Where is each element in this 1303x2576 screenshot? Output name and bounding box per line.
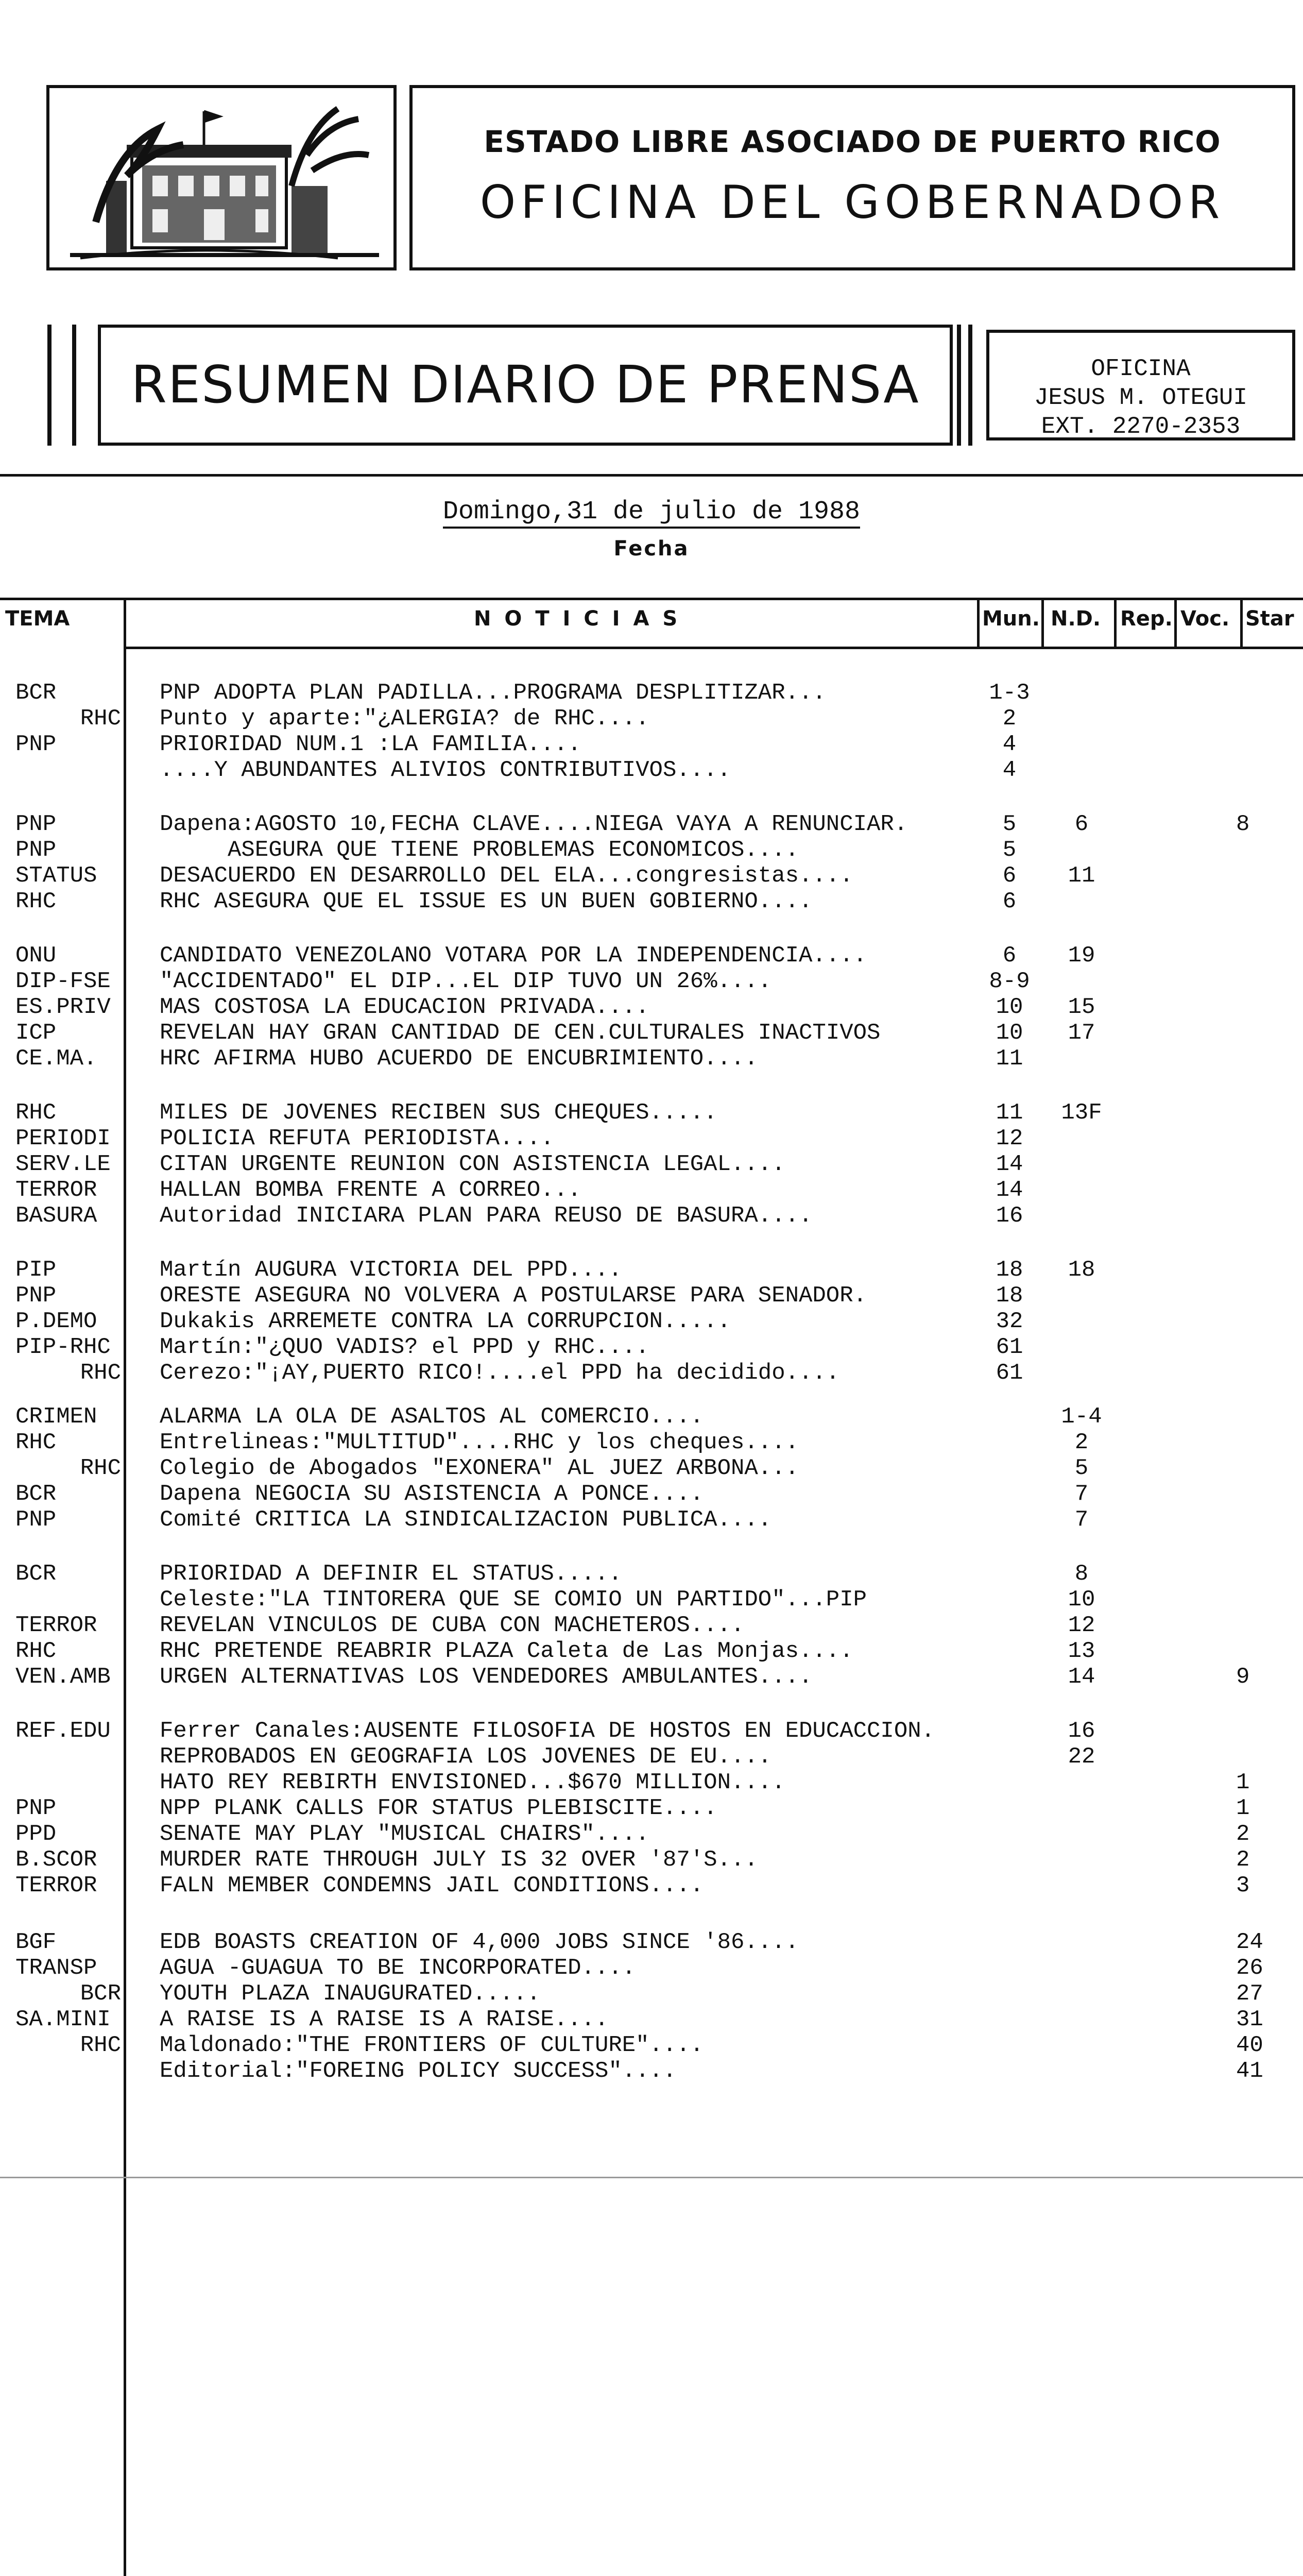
news-nuevo-dia-page: 15 bbox=[1068, 994, 1095, 1020]
news-topic: TERROR bbox=[15, 1177, 97, 1203]
news-topic: TERROR bbox=[15, 1873, 97, 1899]
news-star-page: 1 bbox=[1236, 1795, 1250, 1821]
news-headline: REPROBADOS EN GEOGRAFIA LOS JOVENES DE EU.... bbox=[160, 1744, 772, 1770]
news-row bbox=[0, 1664, 1303, 1690]
news-mundo-page: 11 bbox=[996, 1100, 1023, 1126]
news-topic: TERROR bbox=[15, 1613, 97, 1638]
news-headline: DESACUERDO EN DESARROLLO DEL ELA...congresistas.... bbox=[160, 863, 853, 889]
news-topic: SERV.LE bbox=[15, 1151, 111, 1177]
news-row bbox=[0, 732, 1303, 757]
news-mundo-page: 10 bbox=[996, 1020, 1023, 1046]
news-star-page: 27 bbox=[1236, 1981, 1263, 2007]
news-topic: PERIODI bbox=[15, 1126, 111, 1151]
news-star-page: 26 bbox=[1236, 1955, 1263, 1981]
news-nuevo-dia-page: 19 bbox=[1068, 943, 1095, 969]
news-headline: Entrelineas:"MULTITUD"....RHC y los cheques.... bbox=[160, 1430, 799, 1455]
news-row bbox=[0, 680, 1303, 706]
news-headline: Martín AUGURA VICTORIA DEL PPD.... bbox=[160, 1257, 622, 1283]
news-headline: PNP ADOPTA PLAN PADILLA...PROGRAMA DESPLITIZAR... bbox=[160, 680, 826, 706]
news-headline: Punto y aparte:"¿ALERGIA? de RHC.... bbox=[160, 706, 649, 732]
office-contact-name: JESUS M. OTEGUI bbox=[1034, 384, 1248, 411]
news-row bbox=[0, 1177, 1303, 1203]
news-headline: ALARMA LA OLA DE ASALTOS AL COMERCIO.... bbox=[160, 1404, 704, 1430]
news-row bbox=[0, 1257, 1303, 1283]
news-headline: ASEGURA QUE TIENE PROBLEMAS ECONOMICOS.... bbox=[160, 837, 799, 863]
agency-header bbox=[409, 85, 1295, 270]
news-headline: MILES DE JOVENES RECIBEN SUS CHEQUES..... bbox=[160, 1100, 717, 1126]
news-headline: CANDIDATO VENEZOLANO VOTARA POR LA INDEPENDENCIA.... bbox=[160, 943, 867, 969]
news-topic: PNP bbox=[15, 732, 57, 757]
news-nuevo-dia-page: 10 bbox=[1068, 1587, 1095, 1613]
news-headline: HALLAN BOMBA FRENTE A CORREO... bbox=[160, 1177, 581, 1203]
news-nuevo-dia-page: 1-4 bbox=[1061, 1404, 1102, 1430]
news-headline: Cerezo:"¡AY,PUERTO RICO!....el PPD ha decidido.... bbox=[160, 1360, 840, 1386]
news-headline: Maldonado:"THE FRONTIERS OF CULTURE".... bbox=[160, 2032, 704, 2058]
news-row bbox=[0, 811, 1303, 837]
news-topic: PNP bbox=[15, 1283, 57, 1309]
news-mundo-page: 6 bbox=[1002, 863, 1017, 889]
column-header-nd: N.D. bbox=[1051, 607, 1101, 631]
news-topic: P.DEMO bbox=[15, 1309, 97, 1334]
office-contact bbox=[986, 330, 1295, 440]
news-topic: RHC bbox=[80, 1455, 121, 1481]
news-mundo-page: 6 bbox=[1002, 943, 1017, 969]
la-fortaleza-logo bbox=[49, 88, 393, 267]
news-mundo-page: 12 bbox=[996, 1126, 1023, 1151]
news-row bbox=[0, 1100, 1303, 1126]
news-headline: MAS COSTOSA LA EDUCACION PRIVADA.... bbox=[160, 994, 649, 1020]
news-row bbox=[0, 969, 1303, 994]
news-topic: VEN.AMB bbox=[15, 1664, 111, 1690]
news-nuevo-dia-page: 13F bbox=[1061, 1100, 1102, 1126]
news-nuevo-dia-page: 7 bbox=[1074, 1481, 1089, 1507]
news-headline: ....Y ABUNDANTES ALIVIOS CONTRIBUTIVOS.... bbox=[160, 757, 731, 783]
border-bar bbox=[72, 325, 76, 446]
news-headline: REVELAN HAY GRAN CANTIDAD DE CEN.CULTURALES INACTIVOS bbox=[160, 1020, 881, 1046]
news-topic: RHC bbox=[15, 889, 57, 914]
border-bar bbox=[957, 325, 961, 446]
news-row bbox=[0, 943, 1303, 969]
news-row bbox=[0, 1283, 1303, 1309]
news-row bbox=[0, 1046, 1303, 1072]
news-topic: ICP bbox=[15, 1020, 57, 1046]
news-nuevo-dia-page: 2 bbox=[1074, 1430, 1089, 1455]
news-topic: BCR bbox=[80, 1981, 121, 2007]
news-headline: Celeste:"LA TINTORERA QUE SE COMIO UN PARTIDO"...PIP bbox=[160, 1587, 867, 1613]
news-headline: "ACCIDENTADO" EL DIP...EL DIP TUVO UN 26%.... bbox=[160, 969, 772, 994]
news-nuevo-dia-page: 7 bbox=[1074, 1507, 1089, 1533]
news-mundo-page: 18 bbox=[996, 1257, 1023, 1283]
news-headline: HATO REY REBIRTH ENVISIONED...$670 MILLION.... bbox=[160, 1770, 785, 1795]
news-row bbox=[0, 1404, 1303, 1430]
news-row bbox=[0, 1744, 1303, 1770]
news-headline: Dapena:AGOSTO 10,FECHA CLAVE....NIEGA VAYA A RENUNCIAR. bbox=[160, 811, 908, 837]
news-row bbox=[0, 1613, 1303, 1638]
column-header-rep: Rep. bbox=[1120, 607, 1173, 631]
news-row bbox=[0, 2058, 1303, 2084]
news-row bbox=[0, 1821, 1303, 1847]
news-headline: Editorial:"FOREING POLICY SUCCESS".... bbox=[160, 2058, 677, 2084]
news-headline: Dapena NEGOCIA SU ASISTENCIA A PONCE.... bbox=[160, 1481, 704, 1507]
footer-rule bbox=[0, 2177, 1303, 2178]
news-topic: PNP bbox=[15, 811, 57, 837]
news-headline: Ferrer Canales:AUSENTE FILOSOFIA DE HOSTOS EN EDUCACCION. bbox=[160, 1718, 935, 1744]
news-topic: CRIMEN bbox=[15, 1404, 97, 1430]
date-value: Domingo,31 de julio de 1988 bbox=[443, 497, 860, 529]
news-mundo-page: 2 bbox=[1002, 706, 1017, 732]
news-row bbox=[0, 863, 1303, 889]
news-headline: Dukakis ARREMETE CONTRA LA CORRUPCION..... bbox=[160, 1309, 731, 1334]
news-star-page: 31 bbox=[1236, 2007, 1263, 2032]
news-row bbox=[0, 1718, 1303, 1744]
news-headline: Comité CRITICA LA SINDICALIZACION PUBLICA.... bbox=[160, 1507, 772, 1533]
news-topic: ONU bbox=[15, 943, 57, 969]
news-topic: REF.EDU bbox=[15, 1718, 111, 1744]
column-header-tema: TEMA bbox=[5, 607, 70, 631]
table-header-rule bbox=[124, 647, 1303, 649]
news-row bbox=[0, 757, 1303, 783]
news-headline: SENATE MAY PLAY "MUSICAL CHAIRS".... bbox=[160, 1821, 649, 1847]
news-topic: PPD bbox=[15, 1821, 57, 1847]
news-headline: RHC PRETENDE REABRIR PLAZA Caleta de Las Monjas.... bbox=[160, 1638, 853, 1664]
column-header-mun: Mun. bbox=[982, 607, 1040, 631]
news-topic: BGF bbox=[15, 1929, 57, 1955]
news-topic: PNP bbox=[15, 837, 57, 863]
news-mundo-page: 14 bbox=[996, 1151, 1023, 1177]
news-row bbox=[0, 1561, 1303, 1587]
news-topic: BCR bbox=[15, 1561, 57, 1587]
news-topic: RHC bbox=[15, 1100, 57, 1126]
news-row bbox=[0, 1203, 1303, 1229]
news-row bbox=[0, 1638, 1303, 1664]
office-extension: EXT. 2270-2353 bbox=[1041, 413, 1241, 440]
column-header-star: Star bbox=[1245, 607, 1294, 631]
news-headline: Martín:"¿QUO VADIS? el PPD y RHC.... bbox=[160, 1334, 649, 1360]
news-nuevo-dia-page: 14 bbox=[1068, 1664, 1095, 1690]
news-nuevo-dia-page: 13 bbox=[1068, 1638, 1095, 1664]
news-headline: YOUTH PLAZA INAUGURATED..... bbox=[160, 1981, 541, 2007]
news-nuevo-dia-page: 12 bbox=[1068, 1613, 1095, 1638]
table-top-rule bbox=[0, 598, 1303, 600]
office-name: OFICINA DEL GOBERNADOR bbox=[479, 176, 1225, 229]
news-mundo-page: 4 bbox=[1002, 757, 1017, 783]
news-mundo-page: 61 bbox=[996, 1334, 1023, 1360]
news-topic: RHC bbox=[80, 706, 121, 732]
news-nuevo-dia-page: 5 bbox=[1074, 1455, 1089, 1481]
news-headline: EDB BOASTS CREATION OF 4,000 JOBS SINCE '86.... bbox=[160, 1929, 799, 1955]
news-headline: RHC ASEGURA QUE EL ISSUE ES UN BUEN GOBIERNO.... bbox=[160, 889, 813, 914]
news-mundo-page: 6 bbox=[1002, 889, 1017, 914]
news-nuevo-dia-page: 11 bbox=[1068, 863, 1095, 889]
news-nuevo-dia-page: 22 bbox=[1068, 1744, 1095, 1770]
news-star-page: 24 bbox=[1236, 1929, 1263, 1955]
page-title: RESUMEN DIARIO DE PRENSA bbox=[131, 354, 920, 415]
news-topic: RHC bbox=[80, 1360, 121, 1386]
news-topic: PIP bbox=[15, 1257, 57, 1283]
news-headline: PRIORIDAD NUM.1 :LA FAMILIA.... bbox=[160, 732, 581, 757]
news-mundo-page: 1-3 bbox=[989, 680, 1030, 706]
news-headline: MURDER RATE THROUGH JULY IS 32 OVER '87'S... bbox=[160, 1847, 758, 1873]
news-topic: BASURA bbox=[15, 1203, 97, 1229]
news-nuevo-dia-page: 16 bbox=[1068, 1718, 1095, 1744]
column-header-noticias: N O T I C I A S bbox=[474, 607, 681, 631]
news-mundo-page: 61 bbox=[996, 1360, 1023, 1386]
news-row bbox=[0, 1126, 1303, 1151]
news-topic: RHC bbox=[15, 1430, 57, 1455]
news-mundo-page: 8-9 bbox=[989, 969, 1030, 994]
news-row bbox=[0, 1020, 1303, 1046]
news-headline: A RAISE IS A RAISE IS A RAISE.... bbox=[160, 2007, 609, 2032]
news-headline: AGUA -GUAGUA TO BE INCORPORATED.... bbox=[160, 1955, 636, 1981]
news-star-page: 9 bbox=[1236, 1664, 1250, 1690]
news-mundo-page: 10 bbox=[996, 994, 1023, 1020]
news-mundo-page: 4 bbox=[1002, 732, 1017, 757]
news-topic: PNP bbox=[15, 1795, 57, 1821]
news-headline: REVELAN VINCULOS DE CUBA CON MACHETEROS.... bbox=[160, 1613, 745, 1638]
news-headline: Autoridad INICIARA PLAN PARA REUSO DE BASURA.... bbox=[160, 1203, 813, 1229]
column-rule-voc bbox=[1174, 598, 1177, 649]
news-row bbox=[0, 1334, 1303, 1360]
news-row bbox=[0, 1430, 1303, 1455]
news-topic: PNP bbox=[15, 1507, 57, 1533]
news-mundo-page: 16 bbox=[996, 1203, 1023, 1229]
news-mundo-page: 32 bbox=[996, 1309, 1023, 1334]
news-mundo-page: 18 bbox=[996, 1283, 1023, 1309]
news-topic: BCR bbox=[15, 1481, 57, 1507]
title-frame bbox=[98, 325, 953, 446]
news-topic: SA.MINI bbox=[15, 2007, 111, 2032]
news-star-page: 8 bbox=[1236, 811, 1250, 837]
date-line bbox=[0, 497, 1303, 527]
column-rule-nd bbox=[1041, 598, 1044, 649]
news-mundo-page: 5 bbox=[1002, 837, 1017, 863]
news-star-page: 41 bbox=[1236, 2058, 1263, 2084]
news-row bbox=[0, 1795, 1303, 1821]
news-headline: URGEN ALTERNATIVAS LOS VENDEDORES AMBULANTES.... bbox=[160, 1664, 813, 1690]
news-star-page: 2 bbox=[1236, 1847, 1250, 1873]
news-topic: PIP-RHC bbox=[15, 1334, 111, 1360]
news-nuevo-dia-page: 6 bbox=[1074, 811, 1089, 837]
news-row bbox=[0, 1929, 1303, 1955]
news-nuevo-dia-page: 8 bbox=[1074, 1561, 1089, 1587]
news-mundo-page: 11 bbox=[996, 1046, 1023, 1072]
news-topic: BCR bbox=[15, 680, 57, 706]
news-mundo-page: 5 bbox=[1002, 811, 1017, 837]
news-headline: CITAN URGENTE REUNION CON ASISTENCIA LEGAL.... bbox=[160, 1151, 785, 1177]
news-row bbox=[0, 1455, 1303, 1481]
news-star-page: 3 bbox=[1236, 1873, 1250, 1899]
news-star-page: 1 bbox=[1236, 1770, 1250, 1795]
news-nuevo-dia-page: 17 bbox=[1068, 1020, 1095, 1046]
news-row bbox=[0, 1507, 1303, 1533]
news-headline: NPP PLANK CALLS FOR STATUS PLEBISCITE.... bbox=[160, 1795, 717, 1821]
divider bbox=[0, 474, 1303, 477]
agency-name: ESTADO LIBRE ASOCIADO DE PUERTO RICO bbox=[484, 124, 1221, 159]
news-row bbox=[0, 1309, 1303, 1334]
news-headline: PRIORIDAD A DEFINIR EL STATUS..... bbox=[160, 1561, 622, 1587]
news-topic: ES.PRIV bbox=[15, 994, 111, 1020]
news-row bbox=[0, 1981, 1303, 2007]
news-topic: RHC bbox=[80, 2032, 121, 2058]
news-star-page: 2 bbox=[1236, 1821, 1250, 1847]
column-rule-star bbox=[1240, 598, 1243, 649]
news-row bbox=[0, 2007, 1303, 2032]
news-row bbox=[0, 1360, 1303, 1386]
column-rule-rep bbox=[1114, 598, 1117, 649]
news-topic: B.SCOR bbox=[15, 1847, 97, 1873]
news-topic: CE.MA. bbox=[15, 1046, 97, 1072]
news-headline: HRC AFIRMA HUBO ACUERDO DE ENCUBRIMIENTO.... bbox=[160, 1046, 758, 1072]
news-row bbox=[0, 1151, 1303, 1177]
news-row bbox=[0, 837, 1303, 863]
news-row bbox=[0, 1770, 1303, 1795]
border-bar bbox=[47, 325, 52, 446]
news-row bbox=[0, 706, 1303, 732]
news-row bbox=[0, 994, 1303, 1020]
news-topic: RHC bbox=[15, 1638, 57, 1664]
logo-frame bbox=[46, 85, 397, 270]
news-row bbox=[0, 1847, 1303, 1873]
news-topic: TRANSP bbox=[15, 1955, 97, 1981]
news-row bbox=[0, 1481, 1303, 1507]
news-row bbox=[0, 1873, 1303, 1899]
office-label: OFICINA bbox=[1091, 355, 1191, 382]
news-topic: DIP-FSE bbox=[15, 969, 111, 994]
news-headline: ORESTE ASEGURA NO VOLVERA A POSTULARSE PARA SENADOR. bbox=[160, 1283, 867, 1309]
news-row bbox=[0, 2032, 1303, 2058]
column-header-voc: Voc. bbox=[1180, 607, 1230, 631]
news-row bbox=[0, 1587, 1303, 1613]
news-star-page: 40 bbox=[1236, 2032, 1263, 2058]
news-topic: STATUS bbox=[15, 863, 97, 889]
news-row bbox=[0, 1955, 1303, 1981]
news-headline: POLICIA REFUTA PERIODISTA.... bbox=[160, 1126, 554, 1151]
column-rule-mun bbox=[977, 598, 980, 649]
date-label: Fecha bbox=[613, 537, 690, 561]
news-mundo-page: 14 bbox=[996, 1177, 1023, 1203]
border-bar bbox=[968, 325, 972, 446]
news-headline: Colegio de Abogados "EXONERA" AL JUEZ ARBONA... bbox=[160, 1455, 799, 1481]
news-row bbox=[0, 889, 1303, 914]
news-nuevo-dia-page: 18 bbox=[1068, 1257, 1095, 1283]
news-headline: FALN MEMBER CONDEMNS JAIL CONDITIONS.... bbox=[160, 1873, 704, 1899]
